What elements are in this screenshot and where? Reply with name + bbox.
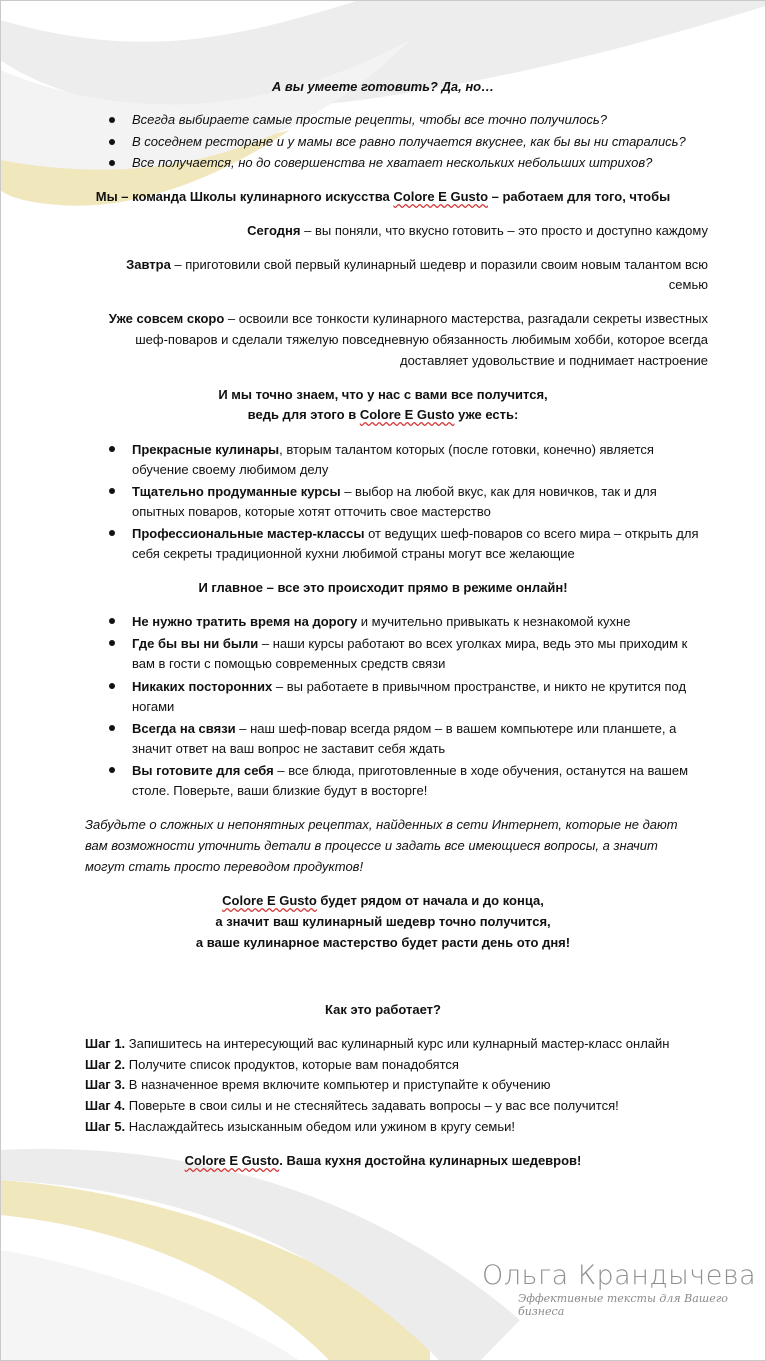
online-heading: И главное – все это происходит прямо в режиме онлайн! [198, 580, 568, 595]
bullet-icon [109, 767, 115, 773]
signature-name: Ольга Крандычева [482, 1260, 757, 1291]
stage-soon-cont-1: шеф-поваров и сделали тяжелую повседневную обязанность любимым хобби, которое всегда [135, 332, 708, 347]
stage-soon [82, 309, 708, 329]
step-label: Шаг 1. [85, 1036, 126, 1051]
feature-label: Прекрасные кулинары [132, 442, 280, 457]
step-label: Шаг 3. [85, 1077, 126, 1092]
feature-text: , вторым талантом которых (после готовки, конечно) является [279, 442, 654, 457]
benefit-text: – все блюда, приготовленные в ходе обучения, останутся на вашем [273, 763, 689, 778]
stage-text: – приготовили свой первый кулинарный шедевр и поразили своим новым талантом всю [170, 257, 708, 272]
promise-line-2: а значит ваш кулинарный шедевр точно получится, [215, 914, 551, 929]
confident-prefix: ведь для этого в [247, 407, 360, 422]
confident-line-1: И мы точно знаем, что у нас с вами все получится, [218, 387, 548, 402]
bullet-icon [109, 160, 115, 166]
closing-text: . Ваша кухня достойна кулинарных шедевров! [279, 1153, 582, 1168]
promise-line-1-text: будет рядом от начала и до конца, [316, 893, 544, 908]
confident-line-2 [0, 405, 766, 425]
step-label: Шаг 5. [85, 1119, 126, 1134]
bullet-icon [109, 488, 115, 494]
stage-text: – вы поняли, что вкусно готовить – это просто и доступно каждому [300, 223, 708, 238]
brand-name: Colore E Gusto [222, 893, 317, 908]
benefit-5-cont: столе. Поверьте, ваши близкие будут в восторге! [132, 783, 428, 798]
intro-bullet-1: Всегда выбираете самые простые рецепты, чтобы все точно получилось? [132, 112, 607, 127]
feature-3-cont: себя секреты традиционной кухни любимой страны могут все желающие [132, 546, 575, 561]
step-label: Шаг 4. [85, 1098, 126, 1113]
benefit-label: Где бы вы ни были [132, 636, 259, 651]
feature-text: от ведущих шеф-поваров со всего мира – открыть для [364, 526, 699, 541]
step-text: Получите список продуктов, которые вам понадобятся [125, 1057, 459, 1072]
confident-suffix: уже есть: [454, 407, 519, 422]
stage-label: Уже совсем скоро [108, 311, 225, 326]
benefit-2-cont: вам в гости с помощью современных средств связи [132, 656, 446, 671]
benefit-text: – вы работаете в привычном пространстве, и никто не крутится под [272, 679, 687, 694]
benefit-3-cont: ногами [132, 699, 175, 714]
brand-name: Colore E Gusto [393, 189, 489, 204]
bullet-icon [109, 446, 115, 452]
step-label: Шаг 2. [85, 1057, 126, 1072]
brand-name: Colore E Gusto [184, 1153, 280, 1168]
intro-bullet-3: Все получается, но до совершенства не хватает нескольких небольших штрихов? [132, 155, 653, 170]
benefit-label: Не нужно тратить время на дорогу [132, 614, 358, 629]
stage-label: Сегодня [247, 223, 301, 238]
benefit-text: – наш шеф-повар всегда рядом – в вашем компьютере или планшете, а [235, 721, 677, 736]
bullet-icon [109, 683, 115, 689]
feature-2-cont: опытных поваров, которые хотят отточить свое мастерство [132, 504, 491, 519]
benefit-5 [132, 761, 688, 781]
feature-label: Профессиональные мастер-классы [132, 526, 365, 541]
forget-paragraph-line-1: Забудьте о сложных и непонятных рецептах, найденных в сети Интернет, которые не дают [85, 817, 678, 832]
how-heading: Как это работает? [325, 1002, 441, 1017]
step-5 [85, 1117, 515, 1137]
benefit-3 [132, 677, 686, 697]
bullet-icon [109, 139, 115, 145]
page-title: А вы умеете готовить? Да, но… [271, 79, 495, 94]
feature-3 [132, 524, 699, 544]
team-statement [0, 187, 766, 207]
stage-text: – освоили все тонкости кулинарного мастерства, разгадали секреты известных [224, 311, 708, 326]
forget-paragraph-line-2: вам возможности уточнить детали в процессе и задать все имеющиеся вопросы, а значит [85, 838, 658, 853]
stage-tomorrow [82, 255, 708, 275]
step-4 [85, 1096, 619, 1116]
forget-paragraph-line-3: могут стать просто переводом продуктов! [85, 859, 364, 874]
bullet-icon [109, 618, 115, 624]
team-suffix: – работаем для того, чтобы [488, 189, 671, 204]
step-3 [85, 1075, 551, 1095]
step-text: В назначенное время включите компьютер и приступайте к обучению [125, 1077, 551, 1092]
bullet-icon [109, 640, 115, 646]
step-text: Запишитесь на интересующий вас кулинарный курс или кулнарный мастер-класс онлайн [125, 1036, 670, 1051]
benefit-1 [132, 612, 630, 632]
step-text: Поверьте в свои силы и не стесняйтесь задавать вопросы – у вас все получится! [125, 1098, 619, 1113]
feature-label: Тщательно продуманные курсы [132, 484, 341, 499]
bullet-icon [109, 117, 115, 123]
feature-text: – выбор на любой вкус, как для новичков, так и для [340, 484, 657, 499]
benefit-text: и мучительно привыкать к незнакомой кухне [357, 614, 631, 629]
feature-2 [132, 482, 657, 502]
benefit-4 [132, 719, 676, 739]
stage-label: Завтра [126, 257, 171, 272]
stage-soon-cont-2: доставляет удовольствие и поднимает настроение [399, 353, 708, 368]
team-prefix: Мы – команда Школы кулинарного искусства [95, 189, 394, 204]
bullet-icon [109, 530, 115, 536]
benefit-text: – наши курсы работают во всех уголках мира, ведь это мы приходим к [258, 636, 688, 651]
stage-today [82, 221, 708, 241]
promise-line-3: а ваше кулинарное мастерство будет расти день ото дня! [195, 935, 571, 950]
benefit-label: Никаких посторонних [132, 679, 273, 694]
feature-1-cont: обучение своему любимом делу [132, 462, 329, 477]
intro-bullet-2: В соседнем ресторане и у мамы все равно получается вкуснее, как бы вы ни старались? [132, 134, 686, 149]
step-text: Наслаждайтесь изысканным обедом или ужином в кругу семьи! [125, 1119, 516, 1134]
feature-1 [132, 440, 654, 460]
benefit-4-cont: значит ответ на ваш вопрос не заставит себя ждать [132, 741, 446, 756]
brand-name: Colore E Gusto [359, 407, 455, 422]
benefit-label: Всегда на связи [132, 721, 236, 736]
step-1 [85, 1034, 669, 1054]
promise-line-1 [0, 891, 766, 911]
bullet-icon [109, 725, 115, 731]
step-2 [85, 1055, 459, 1075]
benefit-2 [132, 634, 687, 654]
signature-tagline: Эффективные тексты для Вашего бизнеса [518, 1292, 728, 1318]
closing-line [0, 1151, 766, 1171]
stage-tomorrow-cont: семью [668, 277, 708, 292]
benefit-label: Вы готовите для себя [132, 763, 274, 778]
